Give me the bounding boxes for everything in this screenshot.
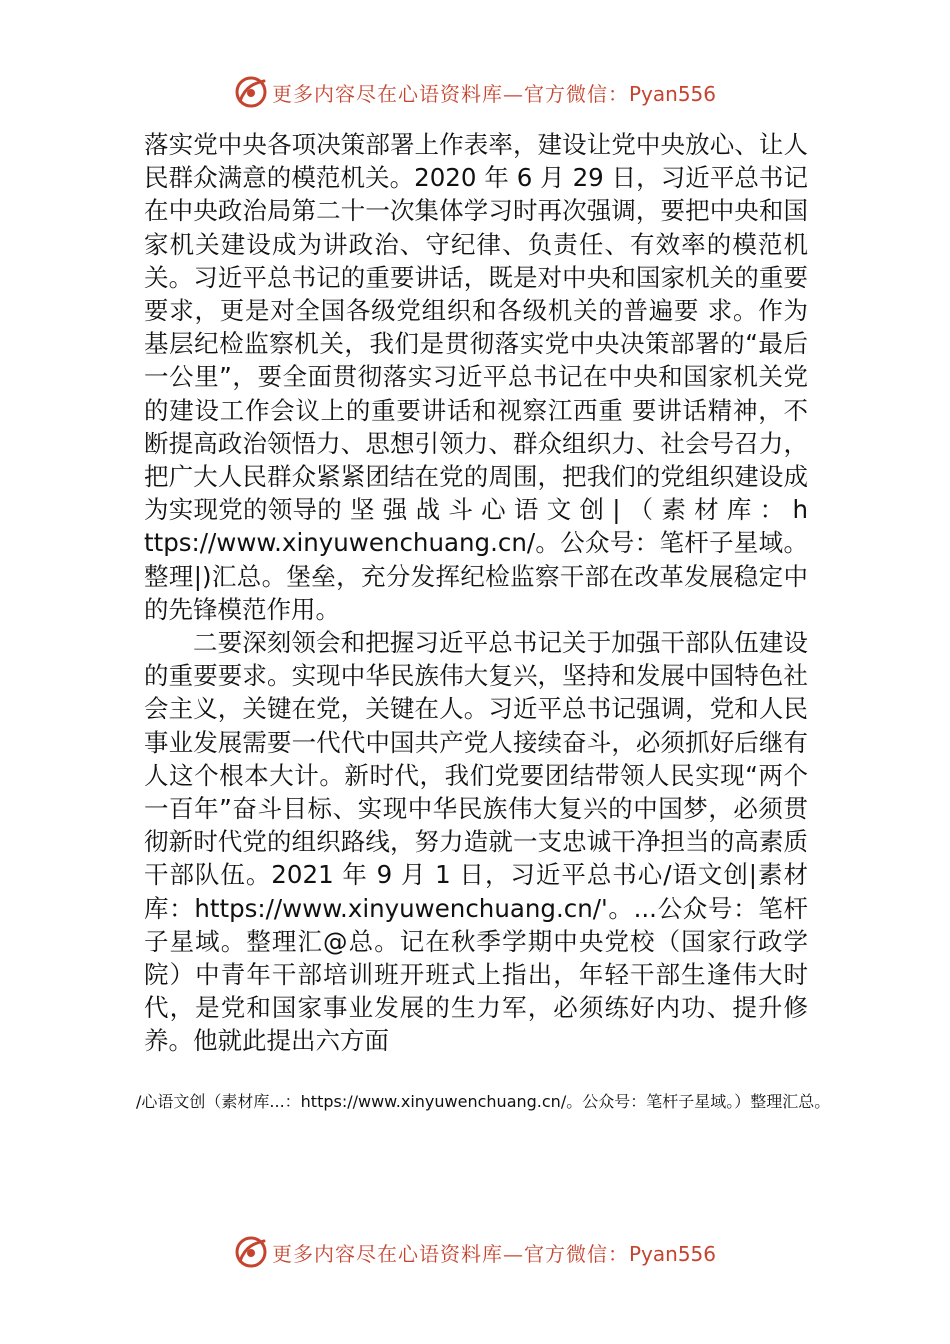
footer-banner-slogan: 更多内容尽在心语资料库—官方微信： bbox=[271, 1241, 629, 1266]
document-body bbox=[144, 128, 808, 1058]
header-banner bbox=[0, 72, 950, 112]
header-banner-slogan: 更多内容尽在心语资料库—官方微信： bbox=[271, 81, 629, 106]
header-banner-text bbox=[272, 78, 716, 107]
footer-banner bbox=[0, 1232, 950, 1272]
seal-logo-icon bbox=[234, 1235, 268, 1269]
paragraph-1: 落实党中央各项决策部署上作表率，建设让党中央放心、让人民群众满意的模范机关。2020 年 6 月 29 日，习近平总书记在中央政治局第二十一次集体学习时再次强调，要把中央和国家机关建设成为讲政治、守纪律、负责任、有效率的模范机关。习近平总书记的重要讲话，既是对中央和国家机关的重要要求，更是对全国各级党组织和各级机关的普遍要 求。作为基层纪检监察机关，我们是贯彻落实党中央决策部署的“最后一公里”，要全面贯彻落实习近平总书记在中央和国家机关党的建设工作会议上的重要讲话和视察江西重 要讲话精神，不断提高政治领悟力、思想引领力、群众组织力、社会号召力，把广大人民群众紧紧团结在党的周围，把我们的党组织建设成为实现党的领导的 坚 强 战 斗 心 语 文 创 | （ 素 材 库 ： https://www.xinyuwenchuang.cn/。公众号：笔杆子星域。整理|)汇总。堡垒，充分发挥纪检监察干部在改革发展稳定中的先锋模范作用。 bbox=[144, 130, 808, 624]
paragraph-2: 二要深刻领会和把握习近平总书记关于加强干部队伍建设的重要要求。实现中华民族伟大复兴，坚持和发展中国特色社会主义，关键在党，关键在人。习近平总书记强调，党和人民事业发展需要一代代中国共产党人接续奋斗，必须抓好后继有人这个根本大计。新时代，我们党要团结带领人民实现“两个一百年”奋斗目标、实现中华民族伟大复兴的中国梦，必须贯彻新时代党的组织路线，努力造就一支忠诚干净担当的高素质干部队伍。2021 年 9 月 1 日，习近平总书心/语文创|素材库：https://www.xinyuwenchuang.cn/'。...公众号：笔杆子星域。整理汇@总。记在秋季学期中央党校（国家行政学院）中青年干部培训班开班式上指出，年轻干部生逢伟大时代，是党和国家事业发展的生力军，必须练好内功、提升修养。他就此提出六方面 bbox=[144, 628, 808, 1056]
footnote: /心语文创（素材库...：https://www.xinyuwenchuang.cn/。公众号：笔杆子星域。）整理汇总。 bbox=[136, 1092, 831, 1111]
footer-wechat-id: Pyan556 bbox=[628, 1241, 716, 1266]
footer-banner-text bbox=[272, 1238, 716, 1267]
header-wechat-id: Pyan556 bbox=[628, 81, 716, 106]
seal-logo-icon bbox=[234, 75, 268, 109]
